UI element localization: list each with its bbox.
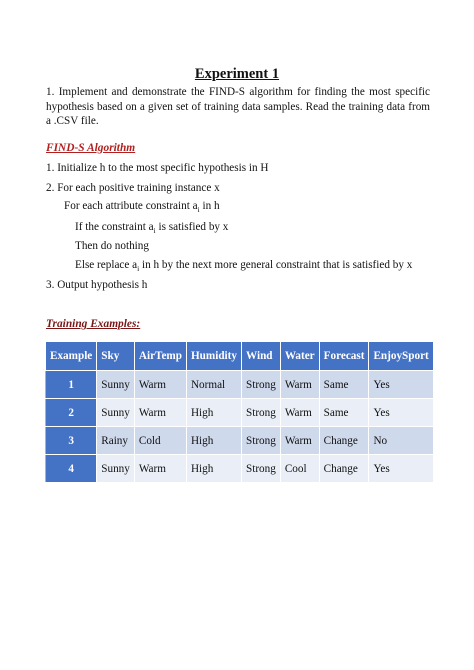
cell-forecast: Change [319, 455, 369, 483]
header-example: Example [46, 342, 97, 371]
algorithm-heading: FIND-S Algorithm [46, 142, 136, 154]
cell-example: 2 [46, 399, 97, 427]
step-2d-text: Else replace a [75, 259, 138, 271]
cell-humidity: High [186, 427, 241, 455]
cell-example: 1 [46, 371, 97, 399]
step-2a [64, 200, 220, 214]
cell-forecast: Same [319, 399, 369, 427]
cell-water: Cool [280, 455, 319, 483]
step-2: 2. For each positive training instance x [46, 182, 220, 194]
table-row [46, 399, 434, 427]
cell-water: Warm [280, 371, 319, 399]
cell-airtemp: Warm [134, 455, 186, 483]
cell-enjoysport: Yes [369, 371, 433, 399]
cell-sky: Rainy [97, 427, 135, 455]
cell-wind: Strong [241, 455, 280, 483]
training-examples-table [45, 341, 434, 483]
cell-enjoysport: No [369, 427, 433, 455]
intro-paragraph: 1. Implement and demonstrate the FIND-S algorithm for finding the most specific hypothesis based on a given set of training data samples. Read the training data from a .CSV file. [46, 86, 430, 128]
cell-humidity: High [186, 399, 241, 427]
header-humidity: Humidity [186, 342, 241, 371]
cell-wind: Strong [241, 371, 280, 399]
cell-water: Warm [280, 399, 319, 427]
cell-forecast: Same [319, 371, 369, 399]
step-2b-text: If the constraint a [75, 221, 154, 233]
cell-forecast: Change [319, 427, 369, 455]
table-header-row [46, 342, 434, 371]
step-2a-text: For each attribute constraint a [64, 200, 198, 212]
step-2b-subscript: i [153, 226, 156, 236]
cell-wind: Strong [241, 427, 280, 455]
cell-airtemp: Cold [134, 427, 186, 455]
cell-humidity: High [186, 455, 241, 483]
cell-airtemp: Warm [134, 371, 186, 399]
step-2d [75, 259, 412, 273]
step-2b-text-end: is satisfied by x [155, 221, 229, 233]
table-row [46, 427, 434, 455]
cell-enjoysport: Yes [369, 455, 433, 483]
cell-airtemp: Warm [134, 399, 186, 427]
step-2c: Then do nothing [75, 240, 149, 252]
cell-sky: Sunny [97, 371, 135, 399]
cell-humidity: Normal [186, 371, 241, 399]
cell-sky: Sunny [97, 455, 135, 483]
cell-wind: Strong [241, 399, 280, 427]
table-row [46, 455, 434, 483]
training-examples-heading: Training Examples: [46, 318, 141, 330]
step-2d-text-end: in h by the next more general constraint that is satisfied by x [139, 259, 413, 271]
step-2a-text-end: in h [199, 200, 220, 212]
cell-sky: Sunny [97, 399, 135, 427]
cell-enjoysport: Yes [369, 399, 433, 427]
header-forecast: Forecast [319, 342, 369, 371]
cell-example: 3 [46, 427, 97, 455]
step-3: 3. Output hypothesis h [46, 279, 148, 291]
cell-water: Warm [280, 427, 319, 455]
header-sky: Sky [97, 342, 135, 371]
step-2d-subscript: i [137, 264, 140, 274]
header-water: Water [280, 342, 319, 371]
header-enjoysport: EnjoySport [369, 342, 433, 371]
step-2a-subscript: i [197, 205, 200, 215]
header-wind: Wind [241, 342, 280, 371]
cell-example: 4 [46, 455, 97, 483]
page-title: Experiment 1 [194, 66, 280, 82]
header-airtemp: AirTemp [134, 342, 186, 371]
table-row [46, 371, 434, 399]
step-2b [75, 221, 228, 235]
step-1: 1. Initialize h to the most specific hypothesis in H [46, 162, 269, 174]
